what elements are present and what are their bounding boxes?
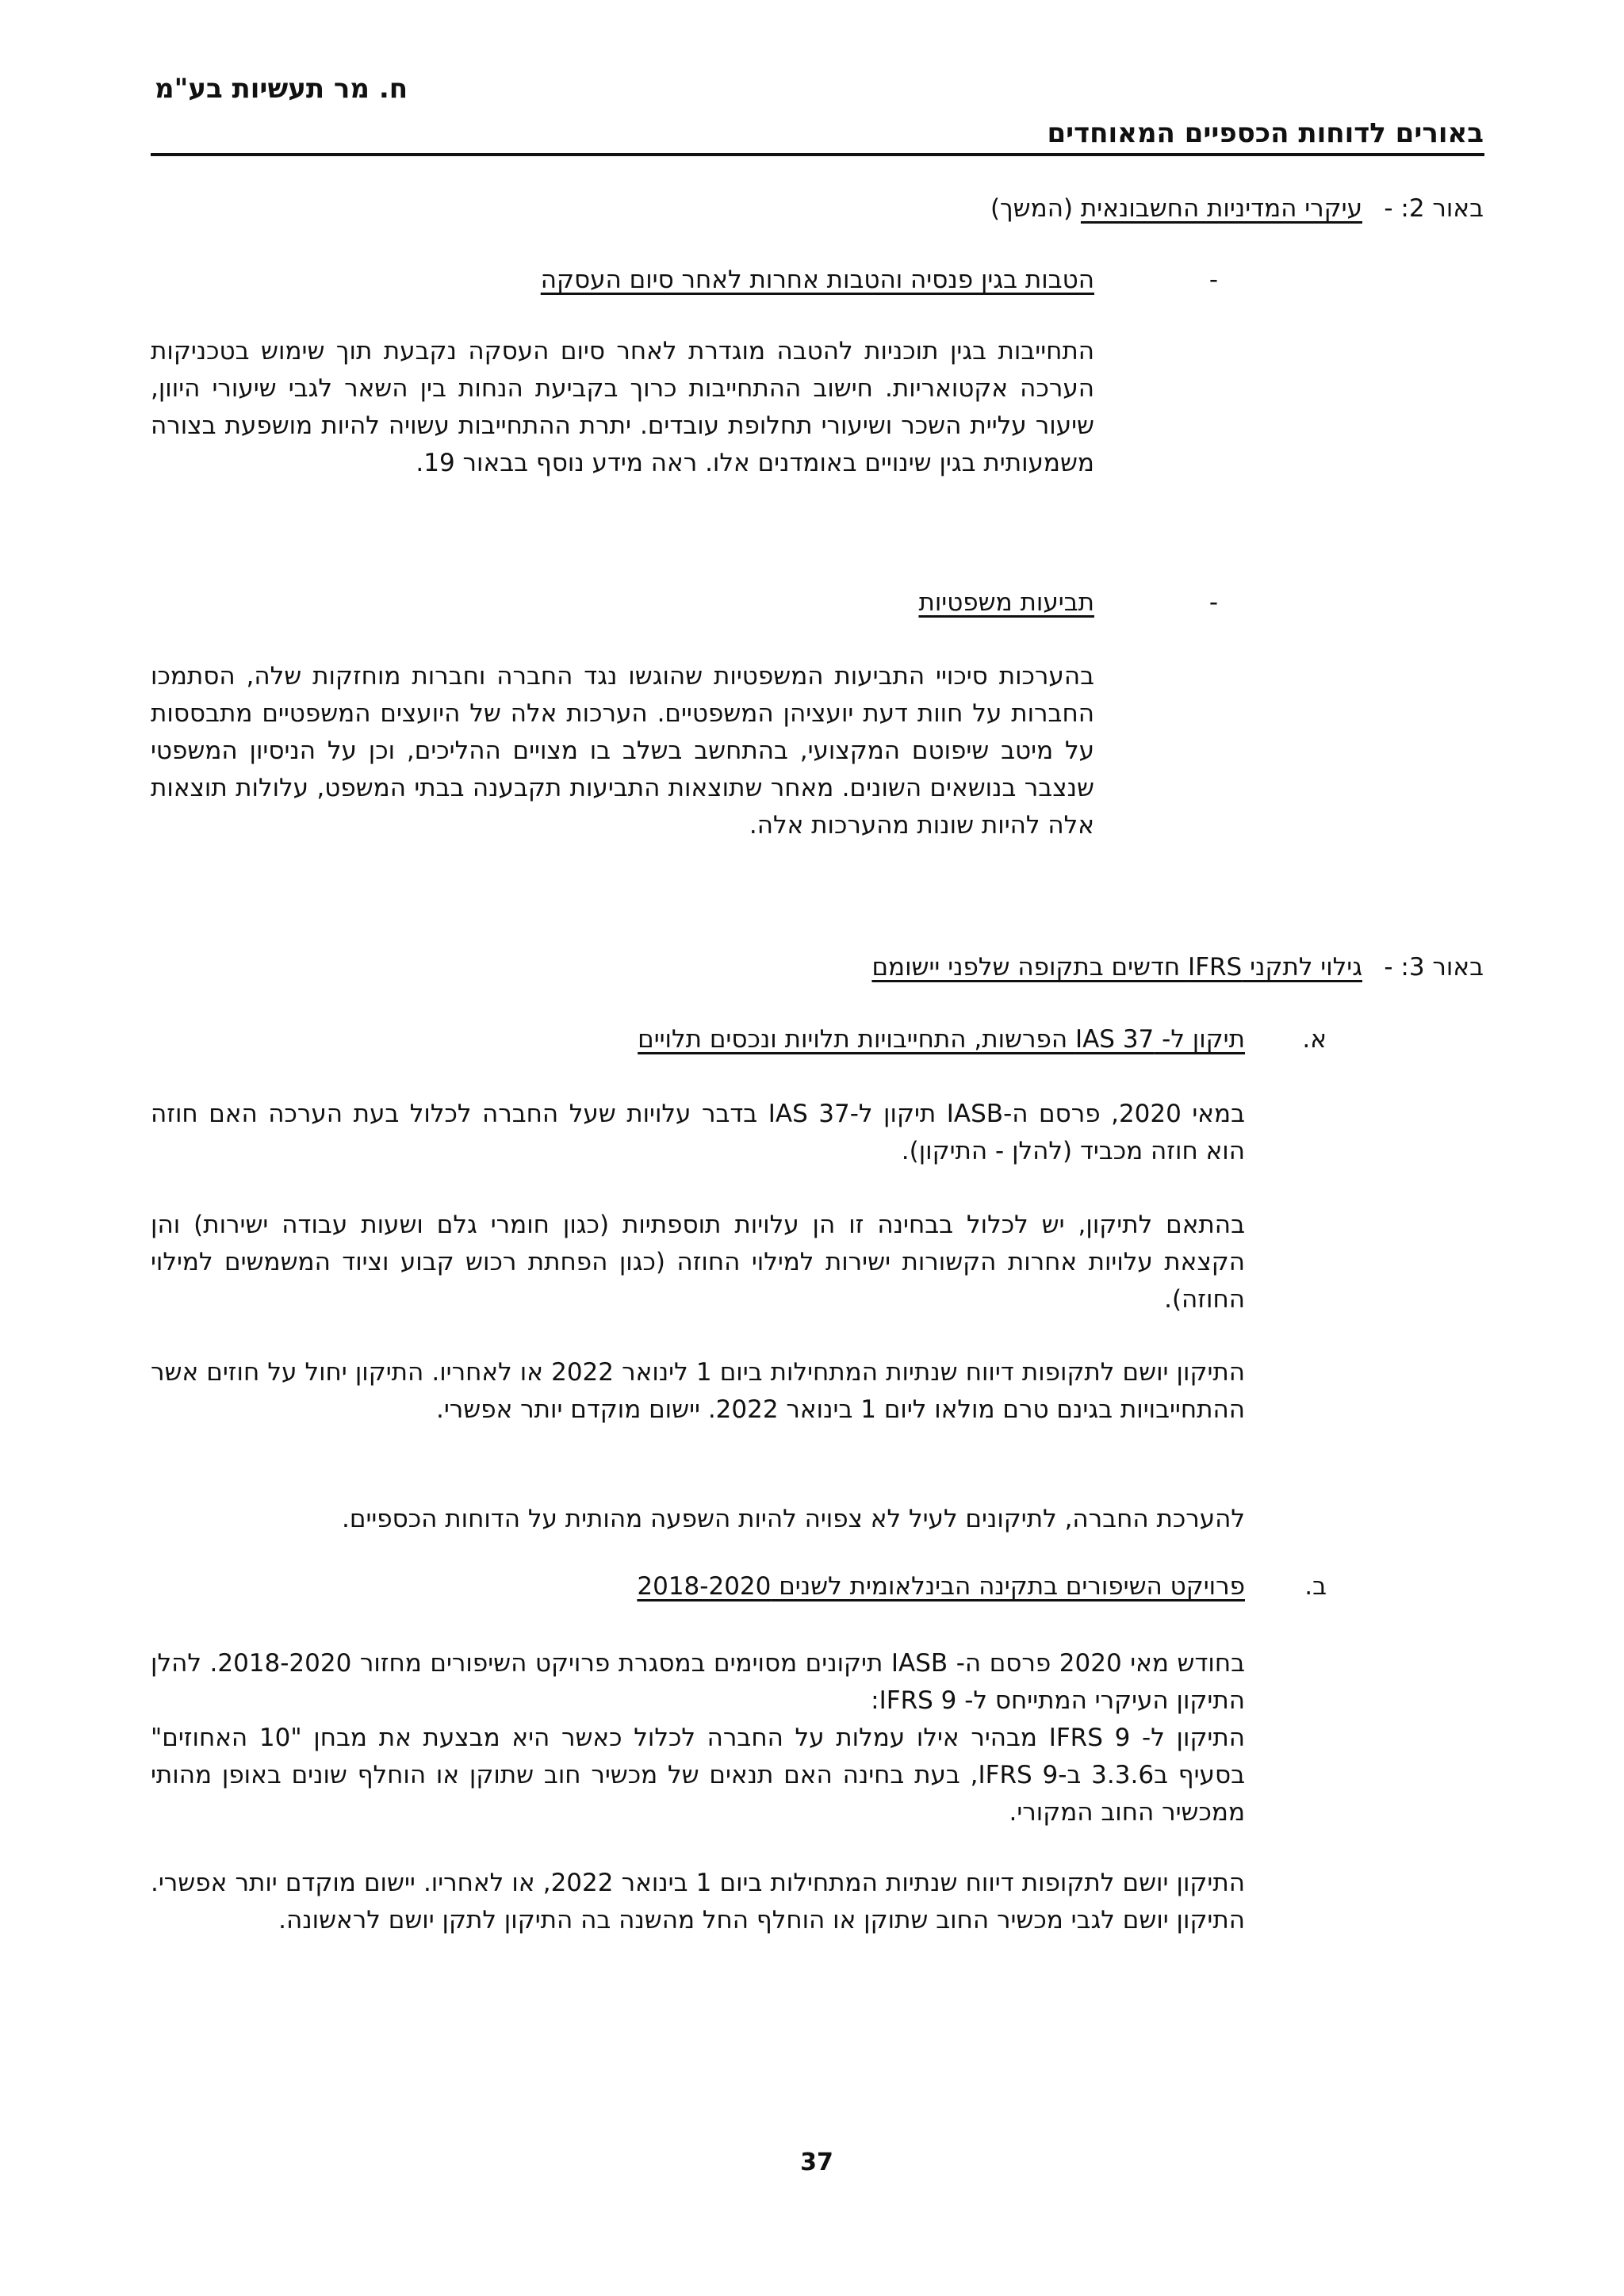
bullet-dash: - bbox=[1208, 588, 1218, 617]
note-3-label: באור 3: - bbox=[1384, 953, 1484, 982]
page-number: 37 bbox=[800, 2149, 833, 2176]
item-b-paragraph-1: בחודש מאי 2020 פרסם ה- IASB תיקונים מסוימים במסגרת פרויקט השיפורים מחזור 2018-2020. להלן התיקון העיקרי המתייחס ל- IFRS 9: bbox=[151, 1649, 1245, 1715]
item-b-heading: פרויקט השיפורים בתקינה הבינלאומית לשנים 2018-2020 bbox=[637, 1572, 1245, 1601]
item-a-heading: תיקון ל- IAS 37 הפרשות, התחייבויות תלויות ונכסים תלויים bbox=[638, 1025, 1245, 1054]
item-a-paragraph-2: בהתאם לתיקון, יש לכלול בבחינה זו הן עלויות תוספתיות (כגון חומרי גלם ושעות עבודה ישירות) והן הקצאת עלויות אחרות הקשורות ישירות למילוי החוזה (כגון הפחתת רכוש קבוע וציוד המשמשים למילוי החוזה). bbox=[151, 1211, 1245, 1314]
note-2-label: באור 2: - bbox=[1384, 194, 1484, 223]
header-divider bbox=[151, 153, 1484, 156]
item-a-paragraph-4: להערכת החברה, לתיקונים לעיל לא צפויה להיות השפעה מהותית על הדוחות הכספיים. bbox=[342, 1505, 1245, 1533]
item-a-paragraph-1: במאי 2020, פרסם ה-IASB תיקון ל-IAS 37 בדבר עלויות שעל החברה לכלול בעת הערכה האם חוזה הוא חוזה מכביד (להלן - התיקון). bbox=[151, 1100, 1245, 1165]
item-b-letter: ב. bbox=[1304, 1572, 1327, 1601]
legal-claims-paragraph: בהערכות סיכויי התביעות המשפטיות שהוגשו נגד החברה וחברות מוחזקות שלה, הסתמכו החברות על חוות דעת יועציהן המשפטיים. הערכות אלה של היועצים המשפטיים מתבססות על מיטב שיפוטם המקצועי, בהתחשב בשלב בו מצויים ההליכים, וכן על הניסיון המשפטי שנצבר בנושאים השונים. מאחר שתוצאות התביעות תקבענה בבתי המשפט, עלולות תוצאות אלה להיות שונות מהערכות אלה. bbox=[151, 662, 1094, 840]
bullet-dash: - bbox=[1208, 266, 1218, 294]
note-2-title-suffix: (המשך) bbox=[990, 194, 1074, 223]
item-a-paragraph-3: התיקון יושם לתקופות דיווח שנתיות המתחילות ביום 1 לינואר 2022 או לאחריו. התיקון יחול על חוזים אשר ההתחייבויות בגינם טרם מולאו ליום 1 בינואר 2022. יישום מוקדם יותר אפשרי. bbox=[151, 1358, 1246, 1424]
document-title: באורים לדוחות הכספיים המאוחדים bbox=[1047, 117, 1484, 149]
item-b-paragraph-2: התיקון ל- IFRS 9 מבהיר אילו עמלות על החברה לכלול כאשר היא מבצעת את מבחן "10 האחוזים" בסעיף ב3.3.6 ב-IFRS 9, בעת בחינה האם תנאים של מכשיר חוב שתוקן או הוחלף שונים באופן מהותי ממכשיר החוב המקורי. bbox=[151, 1724, 1245, 1827]
note-2-heading bbox=[990, 194, 1362, 223]
note-2-title: עיקרי המדיניות החשבונאית bbox=[1080, 194, 1362, 223]
note-3-title: גילוי לתקני IFRS חדשים בתקופה שלפני יישומם bbox=[871, 953, 1362, 982]
legal-claims-heading: תביעות משפטיות bbox=[918, 588, 1094, 617]
item-b-paragraph-3: התיקון יושם לתקופות דיווח שנתיות המתחילות ביום 1 בינואר 2022, או לאחריו. יישום מוקדם יותר אפשרי. התיקון יושם לגבי מכשיר החוב שתוקן או הוחלף החל מהשנה בה התיקון לתקן יושם לראשונה. bbox=[151, 1869, 1245, 1934]
pension-paragraph: התחייבות בגין תוכניות להטבה מוגדרת לאחר סיום העסקה נקבעת תוך שימוש בטכניקות הערכה אקטואריות. חישוב ההתחייבות כרוך בקביעת הנחות בין השאר לגבי שיעורי היוון, שיעור עליית השכר ושיעורי תחלופת עובדים. יתרת ההתחייבות עשויה להיות מושפעת בצורה משמעותית בגין שינויים באומדנים אלו. ראה מידע נוסף בבאור 19. bbox=[151, 337, 1094, 477]
item-a-letter: א. bbox=[1302, 1025, 1327, 1054]
company-name: ח. מר תעשיות בע"מ bbox=[155, 73, 408, 105]
pension-heading: הטבות בגין פנסיה והטבות אחרות לאחר סיום העסקה bbox=[540, 266, 1094, 294]
